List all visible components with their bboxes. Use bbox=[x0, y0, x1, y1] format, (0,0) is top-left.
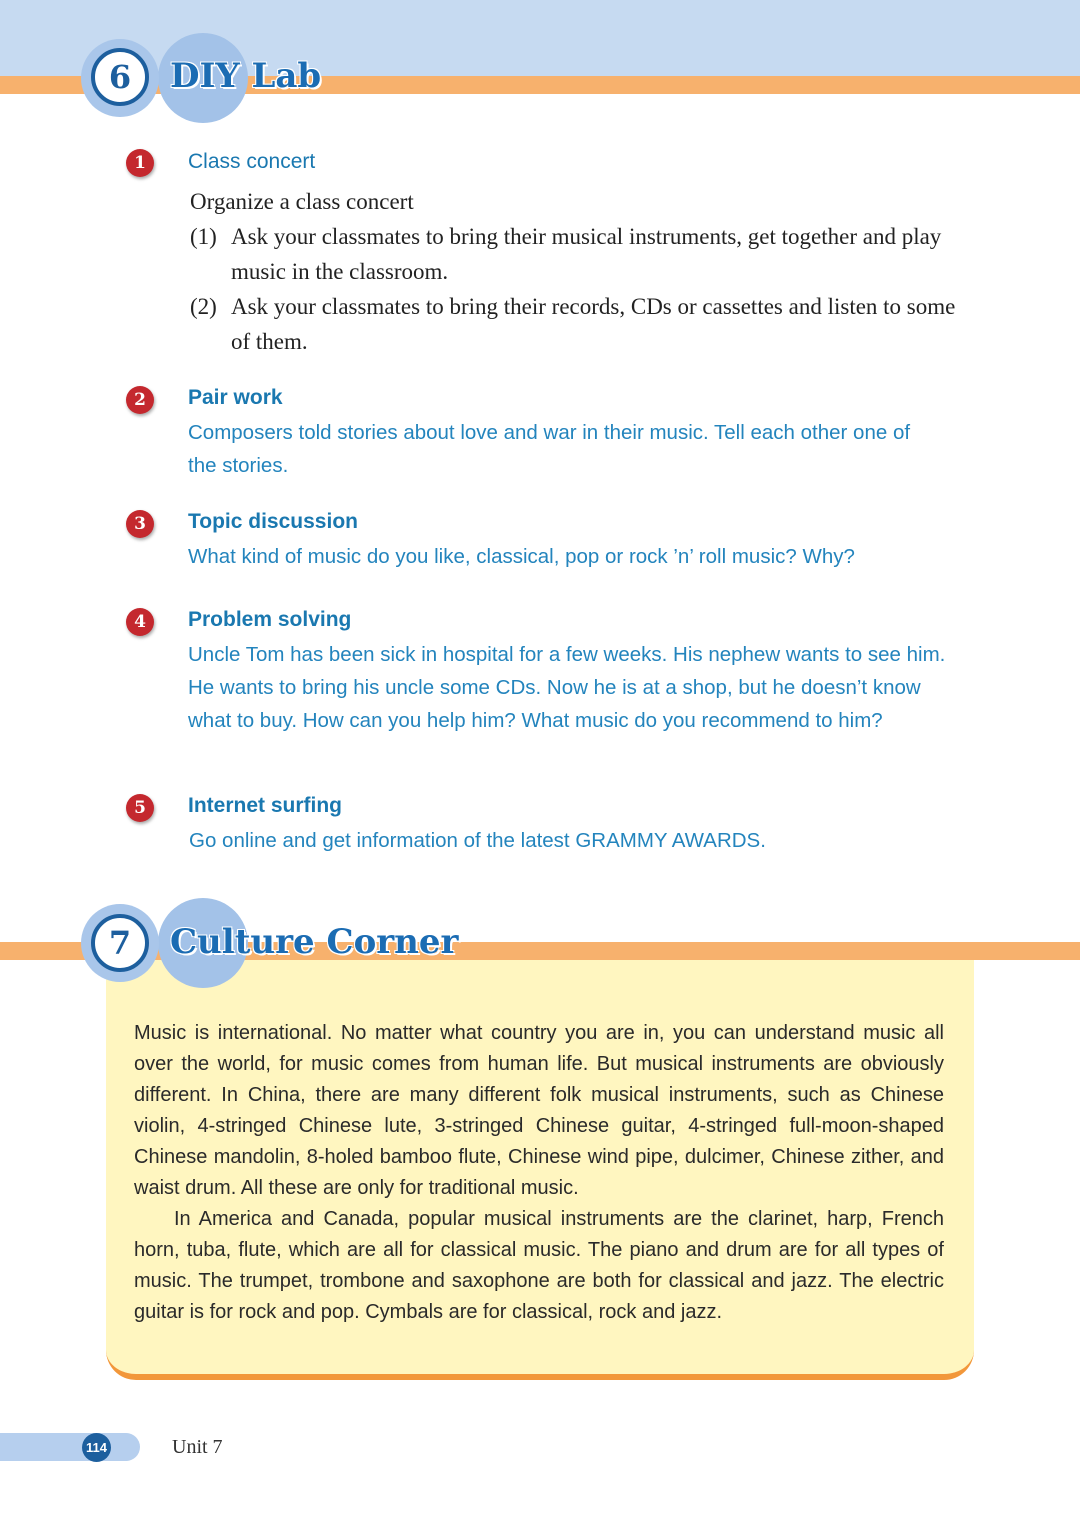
item-intro: Organize a class concert bbox=[190, 189, 414, 214]
item-number-badge: 2 bbox=[126, 386, 154, 414]
section-number: 7 bbox=[91, 914, 149, 972]
item-text: Composers told stories about love and war in their music. Tell each other one of the stories. bbox=[188, 421, 911, 477]
item-text: Go online and get information of the latest GRAMMY AWARDS. bbox=[189, 829, 766, 852]
section-number: 6 bbox=[91, 48, 149, 106]
paragraph: In America and Canada, popular musical instruments are the clarinet, harp, French horn, tuba, flute, which are all for classical music. The piano and drum are for all types of music. The trumpet, trombone and saxophone are both for classical and jazz. The electric guitar is for rock and pop. Cymbals are for classical, rock and jazz. bbox=[134, 1208, 944, 1323]
section-title: DIY Lab bbox=[170, 56, 322, 96]
item-number-badge: 1 bbox=[126, 149, 154, 177]
item-number-badge: 4 bbox=[126, 608, 154, 636]
item-heading: Problem solving bbox=[188, 608, 352, 631]
sub-label: (1) bbox=[190, 224, 217, 249]
item-text: Uncle Tom has been sick in hospital for a few weeks. His nephew wants to see him. He wants to bring his uncle some CDs. Now he is at a shop, but he doesn’t know what to buy. How can you help him? What music do you recommend to him? bbox=[188, 643, 946, 732]
item-heading: Pair work bbox=[188, 386, 283, 409]
sub-label: (2) bbox=[190, 294, 217, 319]
section-title: Culture Corner bbox=[170, 922, 459, 962]
item-number-badge: 3 bbox=[126, 510, 154, 538]
item-heading: Internet surfing bbox=[188, 794, 343, 817]
culture-text bbox=[134, 1018, 944, 1328]
item-heading: Class concert bbox=[188, 150, 316, 173]
item-number-badge: 5 bbox=[126, 794, 154, 822]
item-text: What kind of music do you like, classical, pop or rock ’n’ roll music? Why? bbox=[188, 545, 855, 568]
paragraph: Music is international. No matter what country you are in, you can understand music all over the world, for music comes from human life. But musical instruments are obviously different. In China, there are many different folk musical instruments, such as Chinese violin, 4-stringed Chinese lute, 3-stringed Chinese guitar, 4-stringed full-moon-shaped Chinese mandolin, 8-holed bamboo flute, Chinese wind pipe, dulcimer, Chinese zither, and waist drum. All these are only for traditional music. bbox=[134, 1022, 944, 1199]
sub-text: Ask your classmates to bring their records, CDs or cassettes and listen to some of them. bbox=[231, 294, 956, 354]
page-number: 114 bbox=[82, 1433, 111, 1462]
unit-label: Unit 7 bbox=[172, 1436, 223, 1458]
footer-pill bbox=[0, 1433, 140, 1461]
sub-text: Ask your classmates to bring their musical instruments, get together and play music in the classroom. bbox=[231, 224, 942, 284]
item-heading: Topic discussion bbox=[188, 510, 358, 533]
